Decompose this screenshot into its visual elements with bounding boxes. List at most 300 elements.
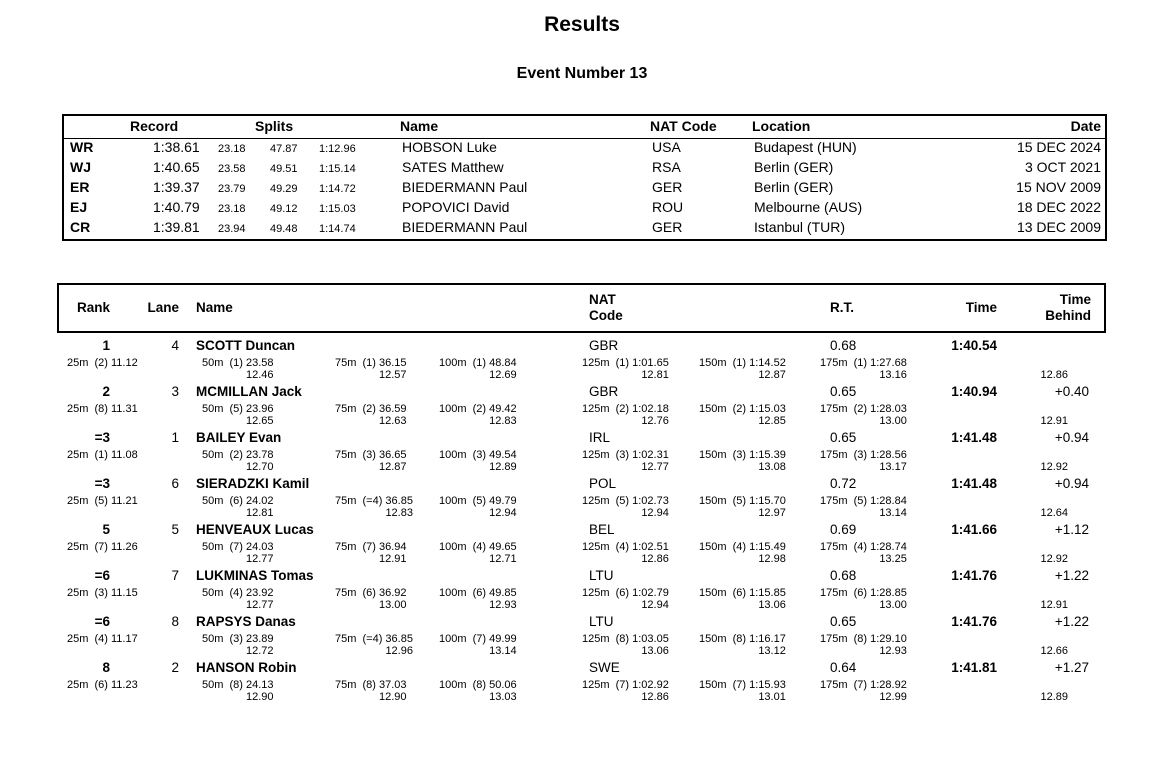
split-cell [335, 449, 407, 473]
results-header-nat-code [589, 292, 830, 324]
swimmer-name: MCMILLAN Jack [196, 384, 302, 399]
split-cell [582, 403, 669, 427]
split-time: 175m (6) 1:28.85 [820, 587, 907, 599]
time-behind-cell: +1.27 [1054, 660, 1089, 675]
split-cell [820, 357, 907, 381]
split-time: 150m (2) 1:15.03 [699, 403, 786, 415]
time-behind-cell: +0.94 [1054, 430, 1089, 445]
final-time-cell: 1:41.48 [951, 476, 997, 491]
split-time: 125m (3) 1:02.31 [582, 449, 669, 461]
result-row-splits [59, 495, 1104, 519]
swimmer-name: SCOTT Duncan [196, 338, 296, 353]
result-row-main [59, 521, 1104, 541]
split-time: 175m (2) 1:28.03 [820, 403, 907, 415]
record-split-50: 23.58 [218, 163, 246, 175]
rank-cell: 5 [102, 522, 110, 537]
record-time: 1:40.65 [153, 159, 200, 175]
swimmer-name: SIERADZKI Kamil [196, 476, 310, 491]
split-time: 50m (6) 24.02 [202, 495, 274, 507]
record-holder-name: HOBSON Luke [402, 139, 497, 155]
split-cell [699, 449, 786, 473]
reaction-time-cell: 0.68 [830, 568, 857, 583]
split-cell [202, 541, 274, 565]
reaction-time-cell: 0.64 [830, 660, 857, 675]
result-row-splits [59, 633, 1104, 657]
split-time: 125m (5) 1:02.73 [582, 495, 669, 507]
record-location: Berlin (GER) [754, 159, 834, 175]
split-25m-cell [59, 357, 138, 381]
record-split-50: 23.18 [218, 203, 246, 215]
split-time: 25m (8) 11.31 [67, 403, 138, 415]
record-row [64, 139, 1105, 159]
record-split-150: 1:14.72 [319, 183, 356, 195]
split-25m-cell [59, 541, 138, 565]
split-cell [439, 495, 517, 519]
record-tag: WR [70, 139, 94, 155]
split-time: 25m (4) 11.17 [67, 633, 138, 645]
record-nat-code: USA [652, 139, 681, 155]
record-split-150: 1:14.74 [319, 223, 356, 235]
record-tag: ER [70, 179, 90, 195]
record-holder-name: BIEDERMANN Paul [402, 179, 528, 195]
split-time: 100m (1) 48.84 [439, 357, 517, 369]
split-time: 125m (8) 1:03.05 [582, 633, 669, 645]
results-header-behind-line2: Behind [1045, 308, 1091, 323]
split-time: 150m (3) 1:15.39 [699, 449, 786, 461]
split-cell [335, 403, 407, 427]
split-lap: 12.97 [758, 507, 786, 519]
split-lap: 13.16 [879, 369, 907, 381]
result-row-main [59, 475, 1104, 495]
record-nat-code: ROU [652, 199, 684, 215]
reaction-time-cell: 0.65 [830, 430, 857, 445]
split-lap: 12.72 [246, 645, 274, 657]
split-cell [582, 633, 669, 657]
split-time: 50m (8) 24.13 [202, 679, 274, 691]
result-row-main [59, 337, 1104, 357]
split-lap: 12.86 [641, 553, 669, 565]
split-cell [699, 633, 786, 657]
split-lap: 12.87 [379, 461, 407, 473]
split-lap: 13.00 [879, 415, 907, 427]
split-lap: 12.83 [489, 415, 517, 427]
swimmer-name: BAILEY Evan [196, 430, 282, 445]
result-row-main [59, 383, 1104, 403]
split-lap: 13.01 [758, 691, 786, 703]
last-lap-cell: 12.92 [1040, 461, 1068, 473]
nat-code-cell: GBR [589, 384, 619, 399]
split-time: 50m (2) 23.78 [202, 449, 274, 461]
record-holder-name: POPOVICI David [402, 199, 510, 215]
split-lap: 13.14 [879, 507, 907, 519]
split-cell [582, 495, 669, 519]
record-location: Istanbul (TUR) [754, 219, 846, 235]
final-time-cell: 1:41.76 [951, 568, 997, 583]
record-date: 3 OCT 2021 [1024, 159, 1101, 175]
time-behind-cell: +1.22 [1054, 568, 1089, 583]
split-lap: 13.00 [379, 599, 407, 611]
split-lap: 12.69 [489, 369, 517, 381]
result-row-splits [59, 357, 1104, 381]
record-location: Melbourne (AUS) [754, 199, 863, 215]
split-lap: 12.65 [246, 415, 274, 427]
split-lap: 12.85 [758, 415, 786, 427]
record-row [64, 219, 1105, 239]
split-time: 100m (5) 49.79 [439, 495, 517, 507]
record-split-100: 49.29 [270, 183, 298, 195]
split-lap: 12.91 [379, 553, 407, 565]
results-header-time-behind [997, 292, 1104, 324]
time-behind-cell: +1.12 [1054, 522, 1089, 537]
split-cell [439, 633, 517, 657]
record-tag: CR [70, 219, 91, 235]
time-behind-cell: +1.22 [1054, 614, 1089, 629]
split-cell [439, 357, 517, 381]
page-title: Results [544, 13, 620, 36]
split-cell [202, 679, 274, 703]
split-time: 100m (8) 50.06 [439, 679, 517, 691]
swimmer-name: LUKMINAS Tomas [196, 568, 314, 583]
lane-cell: 7 [171, 568, 179, 583]
nat-code-cell: GBR [589, 338, 619, 353]
split-cell [202, 403, 274, 427]
split-cell [582, 449, 669, 473]
split-time: 25m (3) 11.15 [67, 587, 138, 599]
split-cell [820, 679, 907, 703]
split-time: 100m (4) 49.65 [439, 541, 517, 553]
split-cell [202, 357, 274, 381]
split-time: 75m (2) 36.59 [335, 403, 407, 415]
split-time: 150m (7) 1:15.93 [699, 679, 786, 691]
split-lap: 13.03 [489, 691, 517, 703]
results-table-header [57, 283, 1106, 333]
split-cell [335, 679, 407, 703]
split-cell [439, 403, 517, 427]
split-lap: 12.46 [246, 369, 274, 381]
final-time-cell: 1:40.54 [951, 338, 997, 353]
final-time-cell: 1:41.81 [951, 660, 997, 675]
result-row-main [59, 567, 1104, 587]
split-cell [820, 495, 907, 519]
result-row-splits [59, 587, 1104, 611]
split-lap: 12.81 [246, 507, 274, 519]
split-time: 50m (1) 23.58 [202, 357, 274, 369]
split-time: 75m (3) 36.65 [335, 449, 407, 461]
record-nat-code: GER [652, 219, 683, 235]
records-header-splits: Splits [255, 118, 294, 134]
split-cell [820, 541, 907, 565]
split-cell [335, 633, 413, 657]
records-header-name: Name [400, 118, 439, 134]
split-cell [439, 587, 517, 611]
result-row-splits [59, 403, 1104, 427]
split-cell [699, 587, 786, 611]
rank-cell: =3 [94, 430, 110, 445]
split-cell [699, 357, 786, 381]
split-time: 175m (8) 1:29.10 [820, 633, 907, 645]
split-cell [820, 587, 907, 611]
split-time: 50m (4) 23.92 [202, 587, 274, 599]
result-row-splits [59, 679, 1104, 703]
lane-cell: 5 [171, 522, 179, 537]
final-time-cell: 1:41.48 [951, 430, 997, 445]
record-date: 18 DEC 2022 [1016, 199, 1101, 215]
reaction-time-cell: 0.68 [830, 338, 857, 353]
split-lap: 12.96 [385, 645, 413, 657]
nat-code-cell: SWE [589, 660, 620, 675]
split-time: 125m (7) 1:02.92 [582, 679, 669, 691]
split-cell [582, 587, 669, 611]
split-25m-cell [59, 495, 138, 519]
split-cell [202, 495, 274, 519]
split-time: 25m (5) 11.21 [67, 495, 138, 507]
record-row [64, 179, 1105, 199]
split-cell [582, 357, 669, 381]
split-lap: 13.06 [641, 645, 669, 657]
split-cell [699, 541, 786, 565]
split-cell [335, 587, 407, 611]
split-time: 100m (6) 49.85 [439, 587, 517, 599]
results-header-nat-line1: NAT [589, 292, 616, 307]
split-time: 125m (4) 1:02.51 [582, 541, 669, 553]
records-header-location: Location [752, 118, 811, 134]
record-row [64, 199, 1105, 219]
nat-code-cell: BEL [589, 522, 615, 537]
split-cell [439, 679, 517, 703]
split-time: 150m (1) 1:14.52 [699, 357, 786, 369]
split-lap: 13.08 [758, 461, 786, 473]
split-cell [202, 587, 274, 611]
split-time: 75m (7) 36.94 [335, 541, 407, 553]
record-split-150: 1:12.96 [319, 143, 356, 155]
split-time: 50m (3) 23.89 [202, 633, 274, 645]
split-cell [335, 357, 407, 381]
split-lap: 12.94 [641, 507, 669, 519]
record-location: Berlin (GER) [754, 179, 834, 195]
split-lap: 12.63 [379, 415, 407, 427]
split-lap: 12.76 [641, 415, 669, 427]
results-header-nat-line2: Code [589, 308, 623, 323]
split-cell [820, 403, 907, 427]
split-time: 75m (8) 37.03 [335, 679, 407, 691]
split-cell [439, 541, 517, 565]
record-time: 1:39.37 [153, 179, 200, 195]
split-25m-cell [59, 449, 138, 473]
split-cell [582, 541, 669, 565]
split-time: 75m (=4) 36.85 [335, 633, 413, 645]
split-time: 75m (1) 36.15 [335, 357, 407, 369]
split-time: 100m (3) 49.54 [439, 449, 517, 461]
split-lap: 13.25 [879, 553, 907, 565]
record-time: 1:40.79 [153, 199, 200, 215]
result-row-main [59, 429, 1104, 449]
record-time: 1:38.61 [153, 139, 200, 155]
final-time-cell: 1:41.76 [951, 614, 997, 629]
event-number-subtitle: Event Number 13 [516, 65, 648, 82]
results-header-lane: Lane [147, 300, 179, 315]
split-lap: 12.87 [758, 369, 786, 381]
split-25m-cell [59, 587, 138, 611]
records-header-date: Date [1070, 118, 1101, 134]
split-time: 25m (6) 11.23 [67, 679, 138, 691]
split-time: 125m (6) 1:02.79 [582, 587, 669, 599]
nat-code-cell: POL [589, 476, 617, 491]
split-time: 100m (2) 49.42 [439, 403, 517, 415]
last-lap-cell: 12.92 [1040, 553, 1068, 565]
record-split-100: 49.48 [270, 223, 298, 235]
split-lap: 12.77 [246, 553, 274, 565]
split-time: 25m (7) 11.26 [67, 541, 138, 553]
split-time: 75m (6) 36.92 [335, 587, 407, 599]
last-lap-cell: 12.86 [1040, 369, 1068, 381]
swimmer-name: HANSON Robin [196, 660, 297, 675]
split-lap: 12.94 [641, 599, 669, 611]
record-split-50: 23.94 [218, 223, 246, 235]
lane-cell: 3 [171, 384, 179, 399]
results-header-name: Name [196, 300, 233, 315]
last-lap-cell: 12.91 [1040, 415, 1068, 427]
split-25m-cell [59, 403, 138, 427]
split-lap: 12.93 [879, 645, 907, 657]
split-lap: 12.77 [246, 599, 274, 611]
split-cell [699, 679, 786, 703]
split-lap: 12.71 [489, 553, 517, 565]
split-cell [820, 449, 907, 473]
rank-cell: =6 [94, 614, 110, 629]
record-holder-name: SATES Matthew [402, 159, 504, 175]
results-header-time: Time [965, 300, 997, 315]
split-time: 25m (1) 11.08 [67, 449, 138, 461]
results-header-rank: Rank [76, 300, 110, 315]
record-split-50: 23.18 [218, 143, 246, 155]
swimmer-name: RAPSYS Danas [196, 614, 296, 629]
results-header-behind-line1: Time [1059, 292, 1091, 307]
record-split-100: 47.87 [270, 143, 298, 155]
split-lap: 12.90 [379, 691, 407, 703]
split-cell [699, 403, 786, 427]
record-date: 15 NOV 2009 [1016, 179, 1101, 195]
split-lap: 12.57 [379, 369, 407, 381]
split-lap: 12.93 [489, 599, 517, 611]
split-time: 150m (5) 1:15.70 [699, 495, 786, 507]
time-behind-cell: +0.40 [1054, 384, 1089, 399]
split-cell [202, 449, 274, 473]
record-date: 15 DEC 2024 [1016, 139, 1101, 155]
split-lap: 13.17 [879, 461, 907, 473]
split-lap: 12.98 [758, 553, 786, 565]
split-25m-cell [59, 633, 138, 657]
records-header-nat-code: NAT Code [650, 118, 717, 134]
split-time: 175m (3) 1:28.56 [820, 449, 907, 461]
split-cell [699, 495, 786, 519]
result-row-main [59, 659, 1104, 679]
nat-code-cell: LTU [589, 568, 614, 583]
nat-code-cell: LTU [589, 614, 614, 629]
split-lap: 12.89 [489, 461, 517, 473]
split-time: 175m (7) 1:28.92 [820, 679, 907, 691]
final-time-cell: 1:40.94 [951, 384, 997, 399]
record-time: 1:39.81 [153, 219, 200, 235]
record-split-150: 1:15.03 [319, 203, 356, 215]
split-cell [439, 449, 517, 473]
record-location: Budapest (HUN) [754, 139, 857, 155]
split-25m-cell [59, 679, 138, 703]
split-lap: 12.86 [641, 691, 669, 703]
split-lap: 12.83 [385, 507, 413, 519]
split-time: 125m (2) 1:02.18 [582, 403, 669, 415]
swimmer-name: HENVEAUX Lucas [196, 522, 314, 537]
time-behind-cell: +0.94 [1054, 476, 1089, 491]
results-body [59, 337, 1104, 703]
final-time-cell: 1:41.66 [951, 522, 997, 537]
record-tag: WJ [70, 159, 91, 175]
records-header-record: Record [130, 118, 179, 134]
record-row [64, 159, 1105, 179]
split-cell [820, 633, 907, 657]
nat-code-cell: IRL [589, 430, 611, 445]
records-table [62, 114, 1107, 241]
lane-cell: 2 [171, 660, 179, 675]
record-nat-code: GER [652, 179, 683, 195]
reaction-time-cell: 0.65 [830, 384, 857, 399]
last-lap-cell: 12.66 [1040, 645, 1068, 657]
reaction-time-cell: 0.69 [830, 522, 857, 537]
split-cell [335, 541, 407, 565]
split-lap: 12.77 [641, 461, 669, 473]
split-lap: 12.94 [489, 507, 517, 519]
records-table-header [64, 116, 1105, 139]
split-time: 75m (=4) 36.85 [335, 495, 413, 507]
split-time: 175m (5) 1:28.84 [820, 495, 907, 507]
split-lap: 13.00 [879, 599, 907, 611]
split-time: 175m (4) 1:28.74 [820, 541, 907, 553]
reaction-time-cell: 0.65 [830, 614, 857, 629]
results-header-rt: R.T. [830, 300, 855, 315]
split-lap: 12.70 [246, 461, 274, 473]
result-row-splits [59, 541, 1104, 565]
rank-cell: =3 [94, 476, 110, 491]
split-cell [202, 633, 274, 657]
record-nat-code: RSA [652, 159, 681, 175]
record-date: 13 DEC 2009 [1016, 219, 1101, 235]
split-cell [582, 679, 669, 703]
split-cell [335, 495, 413, 519]
lane-cell: 8 [171, 614, 179, 629]
split-time: 125m (1) 1:01.65 [582, 357, 669, 369]
split-lap: 12.99 [879, 691, 907, 703]
result-row-splits [59, 449, 1104, 473]
lane-cell: 4 [171, 338, 179, 353]
record-split-150: 1:15.14 [319, 163, 356, 175]
split-time: 100m (7) 49.99 [439, 633, 517, 645]
lane-cell: 6 [171, 476, 179, 491]
split-time: 50m (5) 23.96 [202, 403, 274, 415]
lane-cell: 1 [171, 430, 179, 445]
split-lap: 13.14 [489, 645, 517, 657]
split-time: 150m (4) 1:15.49 [699, 541, 786, 553]
last-lap-cell: 12.64 [1040, 507, 1068, 519]
result-row-main [59, 613, 1104, 633]
rank-cell: =6 [94, 568, 110, 583]
last-lap-cell: 12.91 [1040, 599, 1068, 611]
split-lap: 13.12 [758, 645, 786, 657]
reaction-time-cell: 0.72 [830, 476, 857, 491]
split-time: 150m (8) 1:16.17 [699, 633, 786, 645]
split-lap: 13.06 [758, 599, 786, 611]
record-holder-name: BIEDERMANN Paul [402, 219, 528, 235]
rank-cell: 2 [102, 384, 110, 399]
split-time: 175m (1) 1:27.68 [820, 357, 907, 369]
